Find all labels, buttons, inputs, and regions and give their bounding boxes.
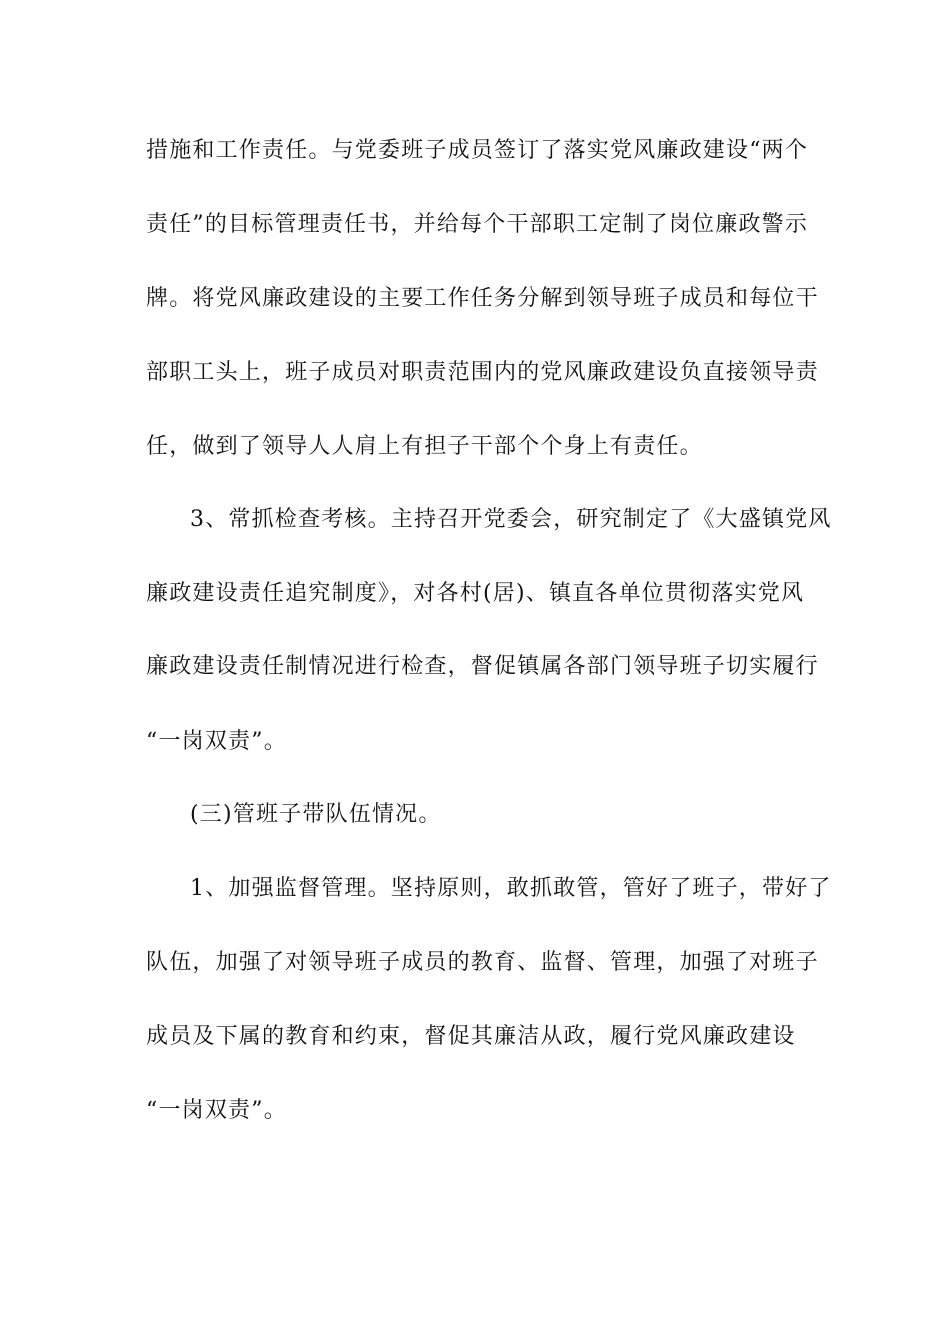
paragraph-line: “一岗双责”。 bbox=[146, 729, 287, 754]
paragraph-line: 部职工头上，班子成员对职责范围内的党风廉政建设负直接领导责 bbox=[146, 360, 819, 385]
paragraph-line: 廉政建设责任追究制度》，对各村(居)、镇直各单位贯彻落实党风 bbox=[146, 581, 805, 606]
paragraph-line: 任，做到了领导人人肩上有担子干部个个身上有责任。 bbox=[146, 434, 703, 459]
paragraph-line: 责任”的目标管理责任书，并给每个干部职工定制了岗位廉政警示 bbox=[146, 212, 809, 237]
section-item-heading-line: 3、常抓检查考核。主持召开党委会，研究制定了《大盛镇党风 bbox=[190, 507, 832, 532]
section-item-heading-line: 1、加强监督管理。坚持原则，敢抓敢管，管好了班子，带好了 bbox=[190, 876, 832, 901]
section-heading: (三)管班子带队伍情况。 bbox=[190, 802, 442, 827]
paragraph-line: 廉政建设责任制情况进行检查，督促镇属各部门领导班子切实履行 bbox=[146, 654, 819, 679]
paragraph-line: 措施和工作责任。与党委班子成员签订了落实党风廉政建设“两个 bbox=[146, 138, 809, 163]
paragraph-line: 牌。将党风廉政建设的主要工作任务分解到领导班子成员和每位干 bbox=[146, 286, 819, 311]
paragraph-line: “一岗双责”。 bbox=[146, 1098, 287, 1123]
paragraph-line: 队伍，加强了对领导班子成员的教育、监督、管理，加强了对班子 bbox=[146, 950, 819, 975]
paragraph-line: 成员及下属的教育和约束，督促其廉洁从政，履行党风廉政建设 bbox=[146, 1024, 796, 1049]
